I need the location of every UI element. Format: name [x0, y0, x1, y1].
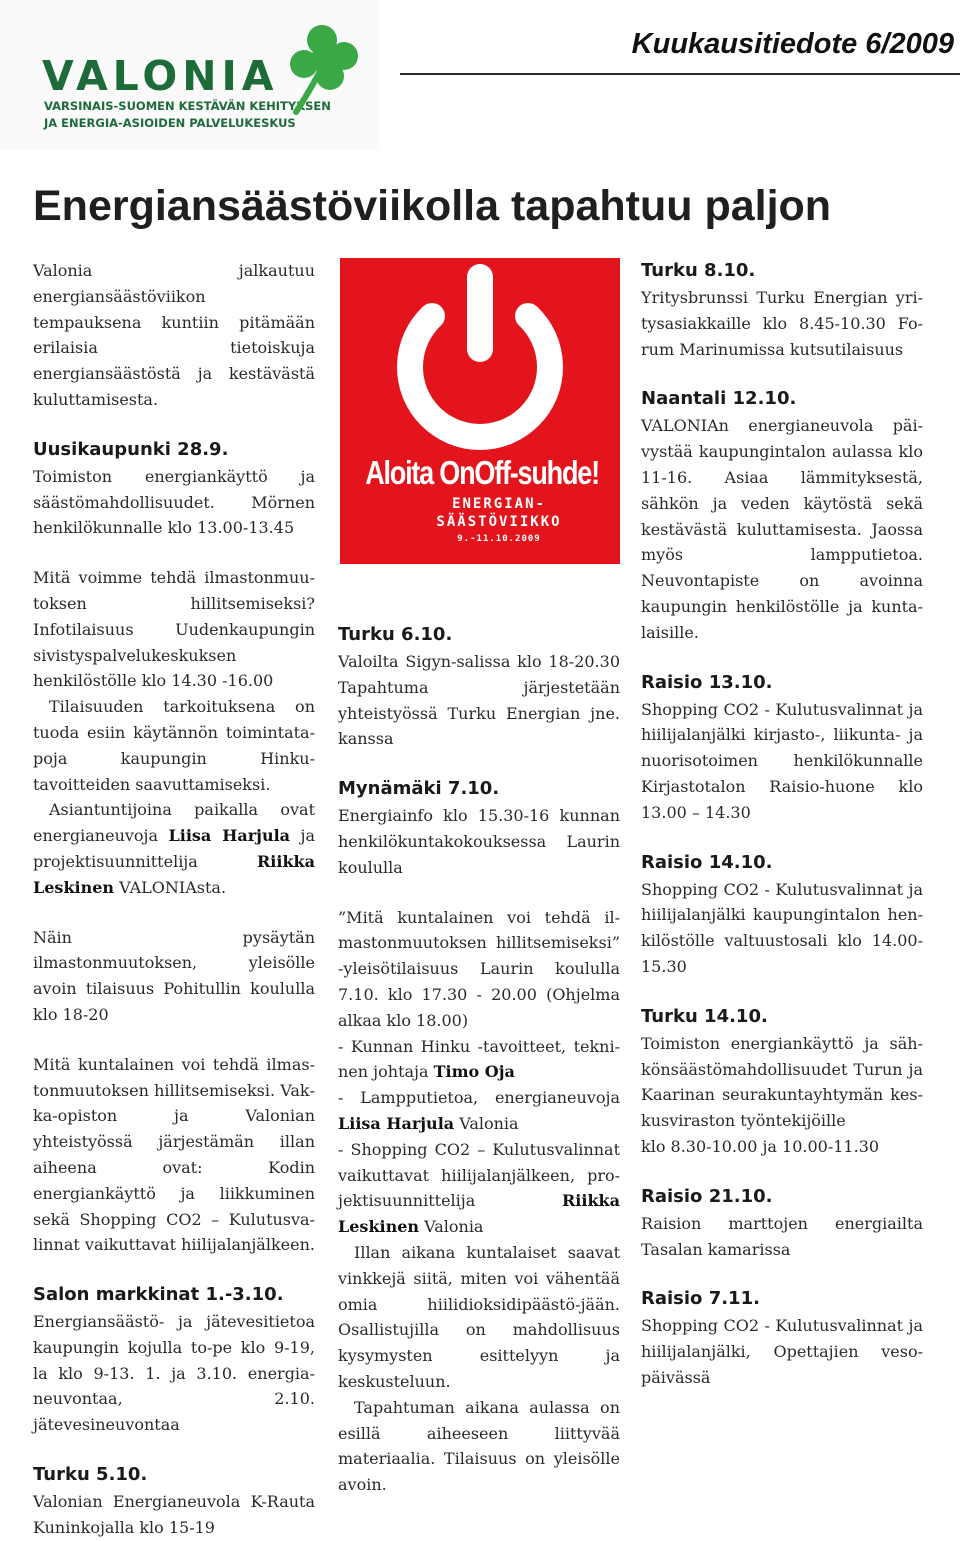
event-text: Energiainfo klo 15.30-16 kunnan henkilökuntakokouksessa Laurin koululla — [338, 806, 620, 877]
event-heading-mynamaki: Mynämäki 7.10. — [338, 778, 500, 800]
poster-title-line2: SÄÄSTÖVIIKKO — [436, 514, 562, 530]
column-right — [641, 258, 923, 1391]
poster-title-line1: ENERGIAN- — [452, 496, 546, 512]
event-text: Raision marttojen energiailta Tasalan kamarissa — [641, 1213, 923, 1259]
masthead — [0, 0, 960, 150]
experts-paragraph: Asiantuntijoina paikalla ovat energianeuvoja Liisa Harjula ja projektisuunnittelija Riikka Leskinen VALONIAsta. — [33, 800, 315, 897]
program-item: - Lampputietoa, energianeuvoja Liisa Harjula Valonia — [338, 1088, 620, 1133]
event-heading-turku-5: Turku 5.10. — [33, 1464, 148, 1486]
event-text: Toimiston energiankäyttö ja sähkönsäästömahdollisuudet Turun ja Kaarinan seurakuntayhtymän keskusviraston työntekijöille — [641, 1033, 923, 1131]
event-text: Mitä kuntalainen voi tehdä ilmastonmuutoksen hillitsemiseksi. Vakka-opiston ja Valonian yhteistyössä järjestämän illan aiheena ovat: Kodin energiankäyttö ja liikkuminen sekä Shopping CO2 – Kulutusvalinnat vaikuttavat hiilijalanjälkeen. — [33, 1054, 315, 1255]
event-heading-raisio-7: Raisio 7.11. — [641, 1288, 760, 1310]
event-heading-raisio-21: Raisio 21.10. — [641, 1185, 773, 1207]
clover-icon — [282, 20, 362, 114]
person-name: Liisa Harjula — [168, 826, 291, 846]
poster-slogan: Aloita OnOff-suhde! — [365, 454, 599, 491]
event-text: Yritysbrunssi Turku Energian yritysasiakkaille klo 8.45-10.30 Forum Marinumissa kutsutilaisuus — [641, 288, 923, 359]
event-text: Shopping CO2 - Kulutusvalinnat ja hiilijalanjälki, Opettajien vesopäivässä — [641, 1316, 923, 1387]
event-text: Valoilta Sigyn-salissa klo 18-20.30 Tapahtuma järjestetään yhteistyössä Turku Energian jne. kanssa — [338, 652, 620, 749]
intro-paragraph: Valonia jalkautuu energiansäästöviikon tempauksena kuntiin pitämään erilaisia tietoiskuja energiansäästöstä ja kestävästä kuluttamisesta. — [33, 261, 315, 409]
column-middle — [338, 622, 620, 1498]
event-heading-raisio-13: Raisio 13.10. — [641, 671, 773, 693]
valonia-logo — [0, 0, 380, 150]
event-heading-naantali: Naantali 12.10. — [641, 388, 797, 410]
logo-tagline-line2: JA ENERGIA-ASIOIDEN PALVELUKESKUS — [44, 116, 296, 130]
event-text: Illan aikana kuntalaiset saavat vinkkejä siitä, miten voi vähentää omia hiilidioksidipäästö-jään. Osallistujilla on mahdollisuus kysymysten esittelyyn ja keskusteluun. — [338, 1242, 620, 1391]
logo-wordmark: VALONIA — [42, 52, 279, 100]
event-text: ”Mitä kuntalainen voi tehdä ilmastonmuutoksen hillitsemiseksi” -yleisötilaisuus Laurin koululla 7.10. klo 17.30 - 20.00 (Ohjelma alkaa klo 18.00) — [338, 907, 620, 1030]
person-name: Riikka Leskinen — [33, 851, 315, 897]
person-name: Riikka Leskinen — [338, 1191, 620, 1237]
event-text: Näin pysäytän ilmastonmuutoksen, yleisölle avoin tilaisuus Pohitullin koululla klo 18-20 — [33, 927, 315, 1024]
event-text: Valonian Energianeuvola K-Rauta Kuninkojalla klo 15-19 — [33, 1492, 315, 1537]
program-item: - Kunnan Hinku -tavoitteet, tekninen johtaja Timo Oja — [338, 1036, 620, 1082]
newsletter-issue: Kuukausitiedote 6/2009 — [631, 28, 954, 60]
poster-dates: 9.-11.10.2009 — [457, 534, 541, 544]
event-heading-turku-8: Turku 8.10. — [641, 260, 756, 281]
event-text: Shopping CO2 - Kulutusvalinnat ja hiilijalanjälki kirjasto-, liikunta- ja nuorisotoimen henkilökunnalle Kirjastotalon Raisio-huone klo 13.00 – 14.30 — [641, 699, 923, 822]
event-heading-uusikaupunki: Uusikaupunki 28.9. — [33, 438, 229, 460]
energy-week-poster — [340, 258, 620, 564]
event-text: Tilaisuuden tarkoituksena on tuoda esiin käytännön toimintatapoja kaupungin Hinku-tavoitteiden saavuttamiseksi. — [33, 697, 315, 794]
event-text: Tapahtuman aikana aulassa on esillä aiheeseen liittyvää materiaalia. Tilaisuus on yleisölle avoin. — [338, 1397, 620, 1495]
event-heading-turku-14: Turku 14.10. — [641, 1005, 768, 1027]
column-left — [33, 258, 315, 1541]
event-text: VALONIAn energianeuvola päivystää kaupungintalon aulassa klo 11-16. Asiaa lämmityksestä, sähkön ja veden käytöstä sekä kestävästä kuluttamisesta. Jaossa myös lampputietoa. Neuvontapiste on avoinna kaupungin henkilöstölle ja kuntalaisille. — [641, 416, 923, 642]
program-item: - Shopping CO2 – Kulutusvalinnat vaikuttavat hiilijalanjälkeen, projektisuunnittelija Riikka Leskinen Valonia — [338, 1139, 620, 1237]
event-text: Toimiston energiankäyttö ja säästömahdollisuudet. Mörnen henkilökunnalle klo 13.00-13.45 — [33, 466, 315, 538]
person-name: Liisa Harjula — [338, 1113, 455, 1133]
event-text: Shopping CO2 - Kulutusvalinnat ja hiilijalanjälki kaupungintalon henkilöstölle valtuustosali klo 14.00-15.30 — [641, 879, 923, 976]
event-heading-salo: Salon markkinat 1.-3.10. — [33, 1284, 284, 1306]
event-heading-turku-6: Turku 6.10. — [338, 624, 453, 645]
logo-tagline-line1: VARSINAIS-SUOMEN KESTÄVÄN KEHITYKSEN — [44, 99, 331, 113]
page-title: Energiansäästöviikolla tapahtuu paljon — [33, 182, 832, 230]
person-name: Timo Oja — [433, 1062, 515, 1082]
event-text: Mitä voimme tehdä ilmastonmuutoksen hillitsemiseksi? Infotilaisuus Uudenkaupungin sivistyspalvelukeskuksen henkilöstölle klo 14.30 -16.00 — [33, 568, 315, 691]
event-text: Energiansäästö- ja jätevesitietoa kaupungin kojulla to-pe klo 9-19, la klo 9-13. 1. ja 3.10. energianeuvontaa, 2.10. jätevesineuvontaa — [33, 1312, 315, 1435]
header-rule — [400, 73, 960, 75]
event-time: klo 8.30-10.00 ja 10.00-11.30 — [641, 1136, 880, 1156]
event-heading-raisio-14: Raisio 14.10. — [641, 851, 773, 873]
